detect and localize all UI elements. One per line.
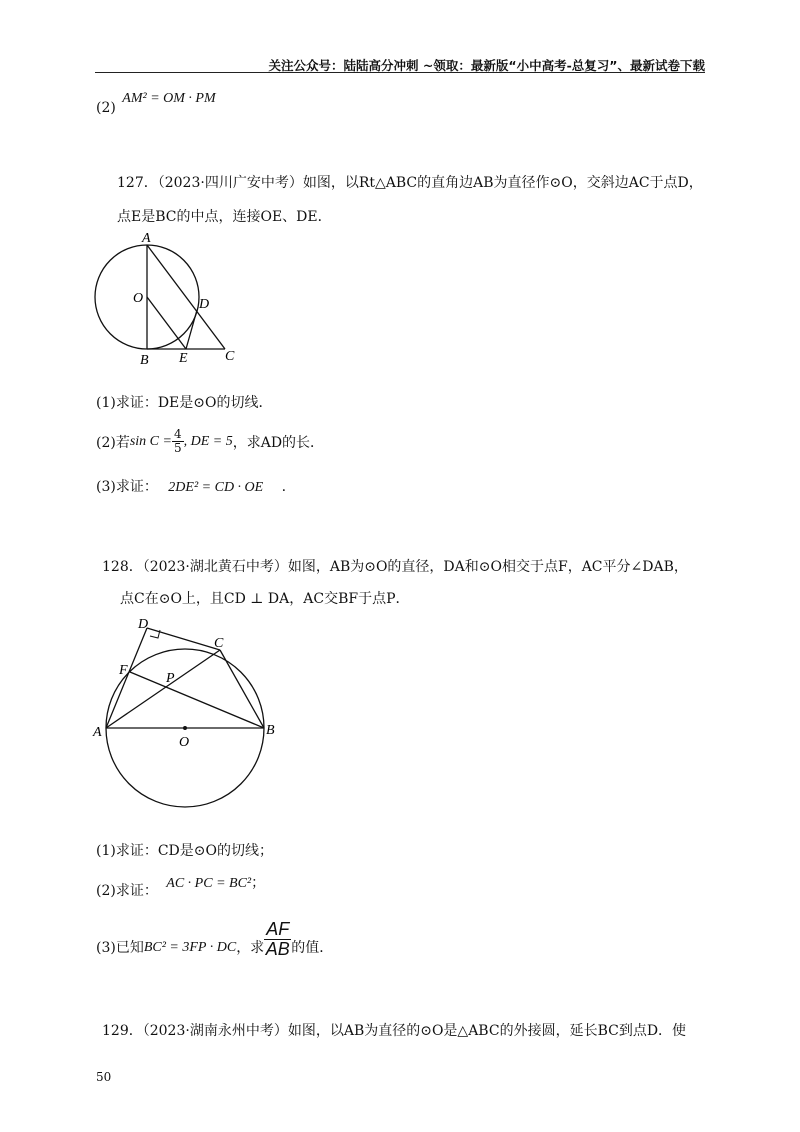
p128-q3-fraction (264, 920, 291, 959)
p127-q2-sin: sin C = (129, 433, 172, 449)
p128-label-O: O (179, 735, 190, 750)
p128-segment-CB (220, 650, 264, 728)
p128-segment-AC (106, 650, 220, 728)
p127-q3 (96, 476, 286, 496)
p128-q3-post: 的值． (291, 940, 334, 956)
p127-figure (86, 228, 246, 368)
p127-q2-post: ，求AD的长． (232, 434, 325, 451)
p127-source: （2023·四川广安中考） (157, 175, 303, 191)
p128-label-B: B (266, 723, 275, 738)
p128-q2-formula: AC · PC = BC² (166, 876, 252, 891)
p128-q2-pre: (2)求证： (96, 883, 158, 899)
p127-q2 (96, 428, 324, 455)
p127-q3-formula: 2DE² = CD · OE (168, 480, 264, 495)
p128-q3 (96, 920, 333, 959)
page-header: 关注公众号：陆陆高分冲刺 ~领取：最新版“小中高考-总复习”、最新试卷下载 (268, 58, 705, 73)
p127-q1: (1)求证：DE是⊙O的切线． (96, 395, 273, 411)
p128-q2-end: ； (251, 875, 266, 891)
p128-label-A: A (93, 725, 102, 740)
p127-q2-fraction (172, 428, 184, 455)
p128-label-C: C (214, 636, 224, 651)
p127-segment-AC (147, 245, 225, 349)
p128-label-P: P (166, 671, 175, 686)
p127-q2-mid: , DE = 5 (183, 433, 233, 449)
p128-q3-denominator: AB (265, 939, 290, 959)
p128-q2 (96, 875, 266, 900)
p129-stem1: 如图，以AB为直径的⊙O是△ABC的外接圆，延长BC到点D．使 (287, 1023, 687, 1039)
p129-number: 129． (102, 1023, 143, 1039)
p128-line1 (102, 556, 688, 576)
p127-q2-numerator: 4 (173, 427, 182, 441)
header-rule (95, 72, 705, 73)
p127-label-A: A (142, 231, 151, 246)
p127-label-D: D (199, 297, 210, 312)
p128-stem1: 如图，AB为⊙O的直径，DA和⊙O相交于点F，AC平分∠DAB， (287, 559, 688, 575)
p127-label-E: E (179, 351, 188, 366)
p128-number: 128． (102, 559, 143, 575)
p128-segment-DC (147, 628, 220, 650)
p127-stem2: 点E是BC的中点，连接OE、DE． (117, 209, 332, 225)
p127-label-C: C (225, 349, 235, 364)
p127-q2-pre: (2)若 (96, 434, 130, 451)
p129-line1 (102, 1020, 686, 1040)
p129-source: （2023·湖南永州中考） (142, 1023, 288, 1039)
p127-stem1: 如图，以Rt△ABC的直角边AB为直径作⊙O，交斜边AC于点D， (302, 175, 703, 191)
prev-q2-label: (2) (96, 100, 116, 116)
p127-number: 127． (117, 175, 158, 191)
p128-q3-numerator: AF (266, 919, 290, 939)
p127-label-B: B (140, 353, 149, 368)
p127-q3-pre: (3)求证： (96, 479, 158, 495)
p128-q1: (1)求证：CD是⊙O的切线； (96, 843, 273, 859)
p128-label-D: D (138, 617, 149, 632)
p127-q3-end: . (281, 479, 287, 495)
p128-q3-mid: ，求 (236, 940, 265, 956)
p127-segment-OE (147, 297, 186, 349)
prev-q2-formula: AM² = OM · PM (122, 91, 216, 106)
p128-segment-AD (106, 628, 147, 728)
p128-source: （2023·湖北黄石中考） (142, 559, 288, 575)
p128-q3-pre: (3)已知 (96, 940, 144, 956)
p128-figure (90, 612, 290, 812)
page-number: 50 (96, 1070, 112, 1084)
p128-segment-FB (130, 672, 264, 728)
p127-label-O: O (133, 291, 144, 306)
p127-line1 (117, 172, 703, 192)
p127-q2-denominator: 5 (173, 441, 182, 455)
p128-label-F: F (119, 663, 128, 678)
p128-center-dot (183, 726, 187, 730)
prev-q2-block (96, 91, 216, 117)
p128-stem2: 点C在⊙O上，且CD ⊥ DA，AC交BF于点P． (120, 591, 410, 607)
p128-q3-formula: BC² = 3FP · DC (143, 940, 237, 955)
